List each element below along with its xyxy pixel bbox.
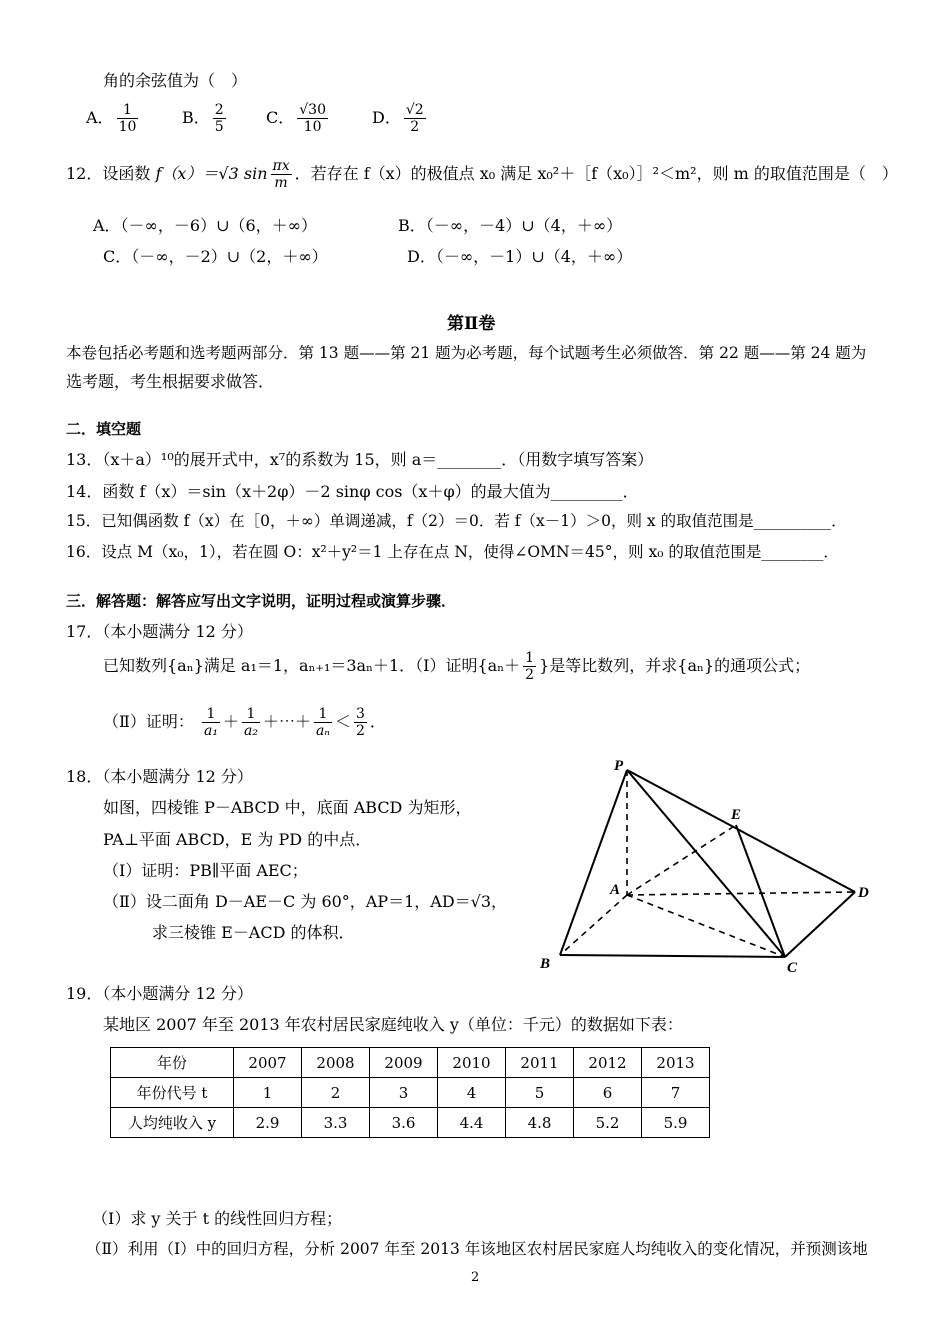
- vertex-label-c: C: [787, 960, 798, 976]
- table-cell: 5: [506, 1078, 574, 1108]
- q11-option-a[interactable]: A． $\frac{1}{10}$: [86, 102, 137, 136]
- table-cell: 2012: [574, 1048, 642, 1078]
- table-row: [111, 1078, 710, 1108]
- income-table: [110, 1047, 710, 1138]
- vertex-label-a: A: [610, 882, 621, 898]
- table-row: [111, 1108, 710, 1138]
- q17-part1: 已知数列{aₙ}满足 a₁＝1，aₙ₊₁＝3aₙ＋1．（Ⅰ）证明{aₙ＋ $\frac{1}{2}$ }是等比数列，并求{aₙ}的通项公式；: [103, 650, 811, 684]
- vertex-label-d: D: [858, 885, 869, 901]
- q11-option-c[interactable]: C． $\frac{√30}{10}$: [266, 102, 326, 136]
- fraction: $\frac{√2}{2}$: [405, 102, 424, 136]
- q12-stem: 12．设函数 f（x）＝√3 sin $\frac{\pi x}{m}$ ．若存在 f（x）的极值点 x₀ 满足 x₀²＋［f（x₀）］²＜m²，则 m 的取值范围是（ ）: [66, 158, 898, 192]
- edge-PB: [560, 770, 627, 955]
- fraction: $\frac{1}{\text{a₁}}$: [203, 706, 218, 740]
- question-14: 14．函数 f（x）＝sin（x＋2φ）－2 sinφ cos（x＋φ）的最大值为_________．: [66, 482, 639, 501]
- edge-CD: [785, 892, 855, 957]
- table-cell: 1: [234, 1078, 302, 1108]
- q17-part2: （Ⅱ）证明： $\frac{1}{\text{a₁}}$ ＋ $\frac{1}{\text{a₂}}$ ＋⋯＋ $\frac{1}{\text{aₙ}}$ ＜ $\frac{3}{2}$ ．: [103, 706, 386, 740]
- q18-line2: PA⊥平面 ABCD，E 为 PD 的中点．: [103, 830, 372, 849]
- table-header-cell: 年份代号 t: [111, 1078, 234, 1108]
- fill-heading: 二．填空题: [66, 420, 142, 438]
- q17-title: 17．（本小题满分 12 分）: [66, 622, 253, 641]
- fraction: $\frac{√30}{10}$: [299, 102, 326, 136]
- q11-option-b[interactable]: B． $\frac{2}{5}$: [182, 102, 224, 136]
- fraction: $\frac{1}{10}$: [118, 102, 137, 136]
- section-intro-line1: 本卷包括必考题和选考题两部分．第 13 题——第 21 题为必考题，每个试题考生必须做答．第 22 题——第 24 题为: [66, 344, 867, 362]
- table-cell: 7: [642, 1078, 710, 1108]
- table-cell: 4.4: [438, 1108, 506, 1138]
- page-number: 2: [471, 1270, 480, 1285]
- q19-title: 19．（本小题满分 12 分）: [66, 984, 253, 1003]
- fraction: $\frac{1}{\text{a₂}}$: [243, 706, 258, 740]
- q12-option-d[interactable]: D．（－∞，－1）∪（4，＋∞）: [407, 247, 633, 266]
- q19-part2: （Ⅱ）利用（Ⅰ）中的回归方程，分析 2007 年至 2013 年该地区农村居民家庭人均纯收入的变化情况，并预测该地: [86, 1240, 868, 1258]
- q12-option-a[interactable]: A．（－∞，－6）∪（6，＋∞）: [93, 216, 317, 235]
- table-cell: 2: [302, 1078, 370, 1108]
- fraction: $\frac{1}{2}$: [525, 650, 535, 684]
- table-cell: 4: [438, 1078, 506, 1108]
- vertex-label-p: P: [614, 758, 624, 774]
- table-cell: 5.9: [642, 1108, 710, 1138]
- vertex-label-e: E: [731, 807, 742, 823]
- edge-BC: [560, 955, 785, 957]
- q18-title: 18．（本小题满分 12 分）: [66, 767, 253, 786]
- fraction: $\frac{2}{5}$: [214, 102, 224, 136]
- q18-line4: （Ⅱ）设二面角 D－AE－C 为 60°，AP＝1，AD＝√3，: [103, 892, 508, 911]
- edge-AC: [627, 895, 785, 957]
- table-cell: 6: [574, 1078, 642, 1108]
- question-16: 16．设点 M（x₀，1），若在圆 O：x²＋y²＝1 上存在点 N，使得∠OMN＝45°，则 x₀ 的取值范围是________．: [66, 543, 839, 561]
- table-row: [111, 1048, 710, 1078]
- question-15: 15．已知偶函数 f（x）在［0，＋∞）单调递减，f（2）＝0．若 f（x－1）＞0，则 x 的取值范围是__________．: [66, 512, 847, 530]
- solve-heading: 三．解答题：解答应写出文字说明，证明过程或演算步骤．: [66, 592, 457, 610]
- table-header-cell: 人均纯收入 y: [111, 1108, 234, 1138]
- fraction: $\frac{\pi x}{m}$: [272, 158, 290, 192]
- q12-option-b[interactable]: B．（－∞，－4）∪（4，＋∞）: [398, 216, 623, 235]
- q19-part1: （Ⅰ）求 y 关于 t 的线性回归方程；: [92, 1209, 343, 1228]
- section-title: 第Ⅱ卷: [447, 314, 496, 334]
- table-cell: 2010: [438, 1048, 506, 1078]
- table-cell: 2011: [506, 1048, 574, 1078]
- q19-intro: 某地区 2007 年至 2013 年农村居民家庭纯收入 y（单位：千元）的数据如下表：: [103, 1015, 683, 1034]
- section-intro-line2: 选考题，考生根据要求做答．: [66, 372, 275, 391]
- table-cell: 3.3: [302, 1108, 370, 1138]
- edge-AD: [627, 892, 855, 895]
- table-cell: 2.9: [234, 1108, 302, 1138]
- q18-line5: 求三棱锥 E－ACD 的体积．: [152, 923, 355, 942]
- table-cell: 2013: [642, 1048, 710, 1078]
- table-cell: 5.2: [574, 1108, 642, 1138]
- table-cell: 4.8: [506, 1108, 574, 1138]
- table-cell: 2008: [302, 1048, 370, 1078]
- table-cell: 2009: [370, 1048, 438, 1078]
- fraction: $\frac{1}{\text{aₙ}}$: [315, 706, 330, 740]
- table-header-cell: 年份: [111, 1048, 234, 1078]
- q18-line1: 如图，四棱锥 P－ABCD 中，底面 ABCD 为矩形，: [103, 798, 472, 817]
- table-cell: 3.6: [370, 1108, 438, 1138]
- q18-line3: （Ⅰ）证明：PB∥平面 AEC；: [103, 861, 308, 880]
- q11-option-d[interactable]: D． $\frac{√2}{2}$: [372, 102, 424, 136]
- question-13: 13．（x＋a）¹⁰的展开式中，x⁷的系数为 15，则 a＝________．（用数字填写答案）: [66, 450, 654, 469]
- edge-PD: [627, 770, 855, 892]
- table-cell: 3: [370, 1078, 438, 1108]
- vertex-label-b: B: [540, 956, 551, 972]
- edge-PC: [627, 770, 785, 957]
- pyramid-figure: [530, 755, 890, 980]
- fraction: $\frac{3}{2}$: [356, 706, 365, 740]
- q12-option-c[interactable]: C．（－∞，－2）∪（2，＋∞）: [103, 247, 328, 266]
- edge-EC: [736, 825, 785, 957]
- q11-stem-tail: 角的余弦值为（ ）: [103, 71, 248, 90]
- table-cell: 2007: [234, 1048, 302, 1078]
